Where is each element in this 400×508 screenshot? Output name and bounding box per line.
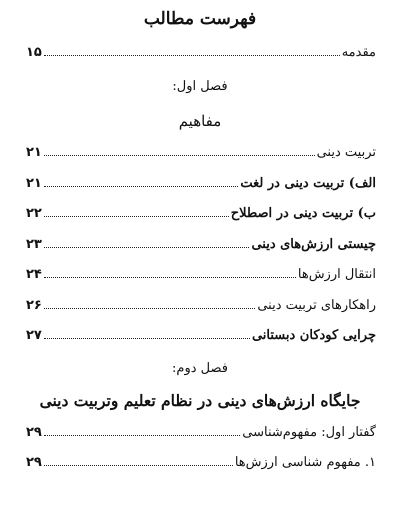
chapter-2-label: فصل دوم: [172, 361, 228, 376]
dot-leader [44, 42, 340, 56]
toc-entry-page: ۲۲ [26, 206, 42, 221]
toc-entry [26, 203, 376, 223]
toc-entry-label: چیستی ارزش‌های دینی [251, 237, 376, 252]
toc-entry-page: ۲۷ [26, 328, 42, 343]
chapter-1-title: مفاهیم [178, 112, 222, 130]
toc-entry [26, 295, 376, 315]
toc-entry [26, 452, 376, 472]
dot-leader [44, 173, 239, 187]
dot-leader [44, 422, 240, 436]
toc-entry-page: ۲۳ [26, 237, 42, 252]
dot-leader [44, 264, 296, 278]
toc-entry [26, 422, 376, 442]
toc-entry-label: ۱. مفهوم شناسی ارزش‌ها [234, 455, 376, 470]
chapter-1-label: فصل اول: [172, 79, 228, 94]
dot-leader [44, 452, 233, 466]
toc-entry-label: چرایی کودکان دبستانی [251, 328, 376, 343]
toc-entry-page: ۲۶ [26, 298, 42, 313]
toc-entry-label: راهکارهای تربیت دینی [257, 298, 376, 313]
toc-entry [26, 142, 376, 162]
toc-entry-page: ۱۵ [26, 45, 42, 60]
toc-entry-label: ب) تربیت دینی در اصطلاح [230, 206, 376, 221]
toc-entry-label: مقدمه [341, 45, 376, 60]
toc-entry-label: گفتار اول: مفهوم‌شناسی [242, 425, 376, 440]
toc-entry-page: ۲۴ [26, 267, 42, 282]
toc-entry-label: انتقال ارزش‌ها [297, 267, 376, 282]
toc-entry-page: ۲۹ [26, 455, 42, 470]
toc-entry-introduction [26, 42, 376, 62]
toc-entry-page: ۲۱ [26, 176, 42, 191]
toc-entry-page: ۲۱ [26, 145, 42, 160]
toc-entry-label: الف) تربیت دینی در لغت [240, 176, 376, 191]
dot-leader [44, 325, 250, 339]
toc-entry [26, 173, 376, 193]
dot-leader [44, 142, 315, 156]
dot-leader [44, 234, 250, 248]
toc-entry [26, 264, 376, 284]
toc-entry [26, 325, 376, 345]
toc-entry [26, 234, 376, 254]
page-title: فهرست مطالب [143, 9, 257, 29]
toc-entry-label: تربیت دینی [316, 145, 376, 160]
toc-entry-page: ۲۹ [26, 425, 42, 440]
dot-leader [44, 295, 255, 309]
dot-leader [44, 203, 229, 217]
chapter-2-title: جایگاه ارزش‌های دینی در نظام تعلیم وتربیت دینی [39, 391, 361, 410]
